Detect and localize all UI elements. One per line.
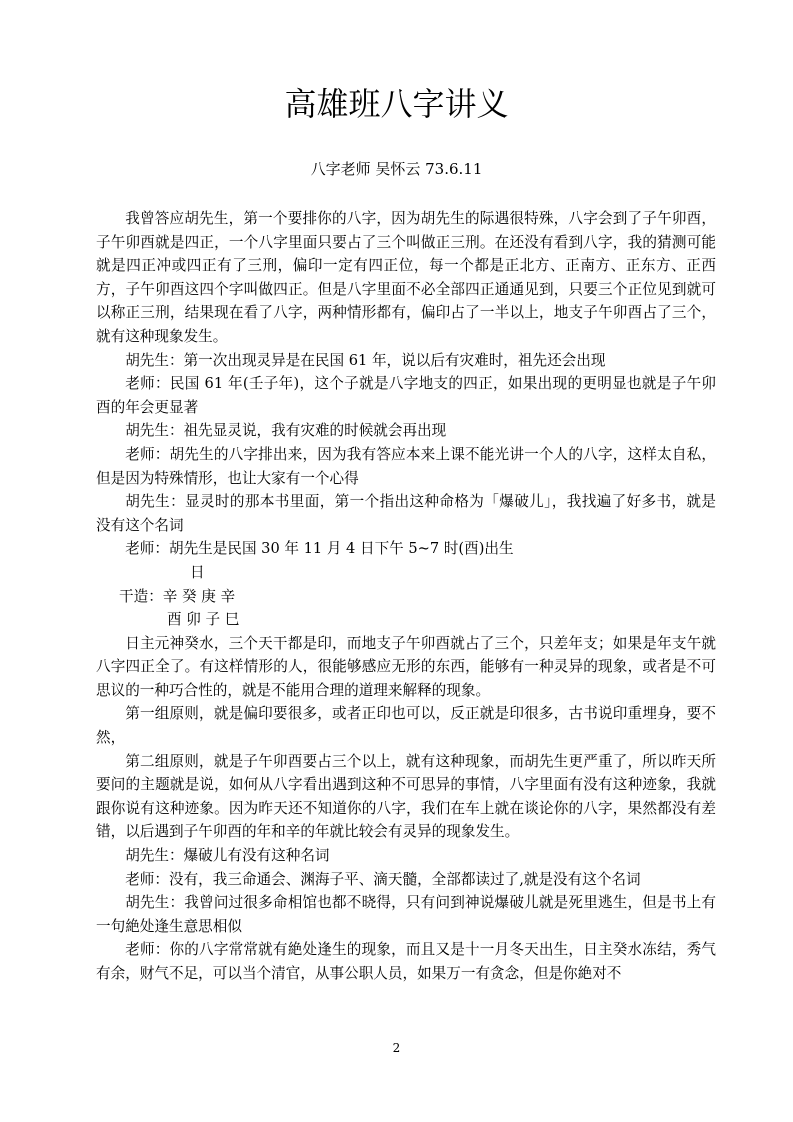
paragraph: 胡先生：祖先显灵说，我有灾难的时候就会再出现 (125, 422, 447, 440)
day-label: 日 (190, 563, 205, 581)
stems-label: 干造： (119, 587, 163, 605)
paragraph: 老师：没有，我三命通会、渊海子平、滴天髓，全部都读过了,就是没有这个名词 (125, 870, 641, 888)
earthly-branches: 酉 卯 子 巳 (167, 611, 240, 629)
paragraph: 日主元神癸水，三个天干都是印，而地支子午卯酉就占了三个，只差年支；如果是年支午就八字四正全了。有这样情形的人，很能够感应无形的东西，能够有一种灵异的现象，或者是不可思议的一种巧合性的，就是不能用合理的道理来解释的现象。 (96, 634, 716, 699)
paragraph: 胡先生：第一次出现灵异是在民国 61 年，说以后有灾难时，祖先还会出现 (125, 351, 606, 369)
paragraph: 第二组原则，就是子午卯酉要占三个以上，就有这种现象，而胡先生更严重了，所以昨天所要问的主题就是说，如何从八字看出遇到这种不可思异的事情，八字里面有没有这种迹象，我就跟你说有这种迹象。因为昨天还不知道你的八字，我们在车上就在谈论你的八字，果然都没有差错，以后遇到子午卯酉的年和辛的年就比较会有灵异的现象发生。 (96, 752, 716, 841)
bazi-day-label (96, 561, 716, 585)
paragraph: 老师：胡先生的八字排出来，因为我有答应本来上课不能光讲一个人的八字，这样太自私，但是因为特殊情形，也让大家有一个心得 (96, 445, 716, 487)
page-number: 2 (392, 1041, 401, 1055)
bazi-branches-row (96, 608, 716, 632)
paragraph: 胡先生：我曾问过很多命相馆也都不晓得，只有问到神说爆破儿就是死里逃生，但是书上有一句絶处逢生意思相似 (96, 894, 716, 935)
paragraph: 胡先生：显灵时的那本书里面，第一个指出这种命格为「爆破儿」，我找遍了好多书，就是没有这个名词 (96, 493, 716, 534)
bazi-stems-row (96, 585, 716, 609)
heavenly-stems: 辛 癸 庚 辛 (162, 587, 236, 605)
paragraph: 老师：胡先生是民国 30 年 11 月 4 日下午 5~7 时(酉)出生 (125, 540, 514, 558)
paragraph: 老师：民国 61 年(壬子年)，这个子就是八字地支的四正，如果出现的更明显也就是子午卯酉的年会更显著 (96, 375, 716, 416)
paragraph: 我曾答应胡先生，第一个要排你的八字，因为胡先生的际遇很特殊，八字会到了子午卯酉，子午卯酉就是四正，一个八字里面只要占了三个叫做正三刑。在还没有看到八字，我的猜测可能就是四正冲或四正有了三刑，偏印一定有四正位，每一个都是正北方、正南方、正东方、正西方，子午卯酉这四个字叫做四正。但是八字里面不必全部四正通通见到，只要三个正位见到就可以称正三刑，结果现在看了八字，两种情形都有，偏印占了一半以上，地支子午卯酉占了三个，就有这种现象发生。 (96, 210, 716, 345)
author-line: 八字老师 吴怀云 73.6.11 (310, 160, 483, 178)
document-title: 高雄班八字讲义 (284, 85, 509, 123)
paragraph: 胡先生：爆破儿有没有这种名词 (125, 847, 330, 865)
document-body (96, 207, 716, 986)
paragraph: 老师：你的八字常常就有絶处逢生的现象，而且又是十一月冬天出生，日主癸水冻结，秀气有余，财气不足，可以当个清官，从事公职人员，如果万一有贪念，但是你絶对不 (96, 941, 716, 982)
paragraph: 第一组原则，就是偏印要很多，或者正印也可以，反正就是印很多，古书说印重埋身，要不然， (96, 705, 716, 747)
